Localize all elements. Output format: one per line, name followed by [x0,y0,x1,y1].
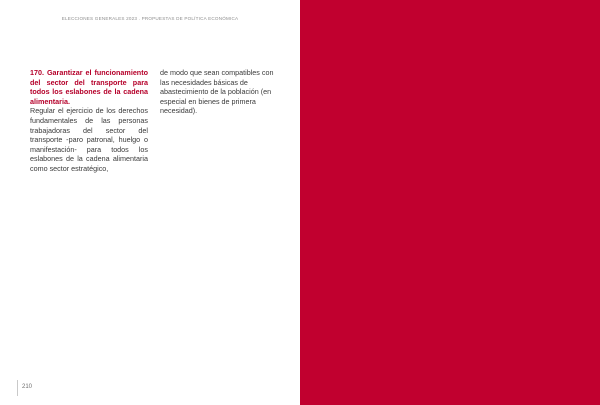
text-column-right [160,68,278,116]
right-page-color-block [300,0,600,405]
proposal-body-left: Regular el ejercicio de los derechos fundamentales de las personas trabajadoras del sector del transporte -paro patronal, huelgo o manifestación- para todos los eslabones de la cadena alimentaria como sector estratégico, [30,106,148,173]
page-number: 210 [22,384,33,390]
running-header: ELECCIONES GENERALES 2023 . PROPUESTAS DE POLÍTICA ECONÓMICA [61,16,239,21]
page-number-rule [17,380,18,396]
proposal-body-right: de modo que sean compatibles con las necesidades básicas de abastecimiento de la población (en especial en bienes de primera necesidad). [160,68,274,116]
proposal-heading: 170. Garantizar el funcionamiento del sector del transporte para todos los eslabones de la cadena alimentaria. [30,68,148,106]
text-column-left [30,68,148,174]
